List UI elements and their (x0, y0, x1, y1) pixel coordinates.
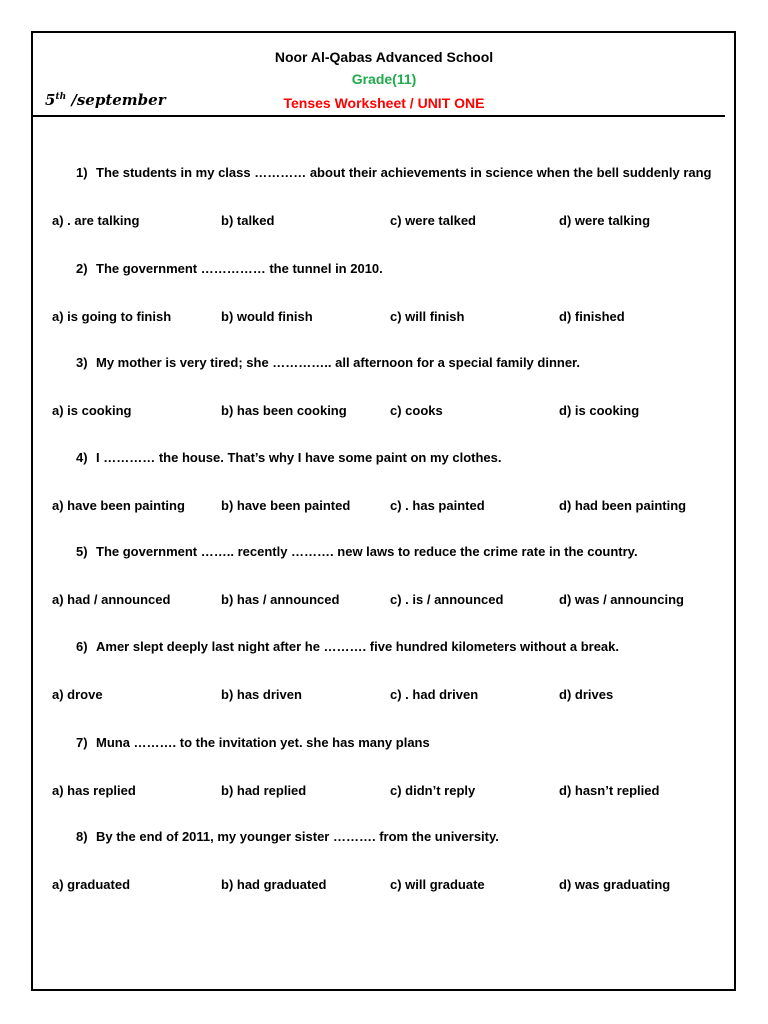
option-b: b) has driven (221, 687, 302, 702)
school-name: Noor Al-Qabas Advanced School (274, 49, 494, 65)
question-text: The government …………… the tunnel in 2010. (96, 261, 383, 276)
question-number: 5) (76, 544, 88, 559)
question-6 (76, 639, 619, 654)
option-c: c) . is / announced (390, 592, 504, 607)
question-5 (76, 544, 638, 559)
question-number: 3) (76, 355, 88, 370)
option-a: a) graduated (52, 877, 131, 892)
option-b: b) had replied (221, 783, 307, 798)
option-c: c) . has painted (390, 498, 485, 513)
date-suffix: th (55, 92, 67, 102)
worksheet-title: Tenses Worksheet / UNIT ONE (283, 95, 485, 111)
option-c: c) will graduate (390, 877, 485, 892)
option-d: d) were talking (559, 213, 651, 228)
option-d: d) was / announcing (559, 592, 684, 607)
option-c: c) didn’t reply (390, 783, 476, 798)
option-d: d) was graduating (559, 877, 671, 892)
option-a: a) have been painting (52, 498, 185, 513)
option-b: b) talked (221, 213, 275, 228)
option-b: b) has / announced (221, 592, 340, 607)
question-text: My mother is very tired; she ………….. all afternoon for a special family dinner. (96, 355, 581, 370)
question-3 (76, 355, 580, 370)
option-a: a) had / announced (52, 592, 171, 607)
question-number: 2) (76, 261, 88, 276)
question-number: 6) (76, 639, 88, 654)
option-a: a) . are talking (52, 213, 140, 228)
option-c: c) . had driven (390, 687, 479, 702)
option-b: b) have been painted (221, 498, 351, 513)
question-number: 7) (76, 735, 88, 750)
question-number: 8) (76, 829, 88, 844)
option-a: a) is cooking (52, 403, 132, 418)
date-month: /september (66, 91, 166, 109)
option-b: b) had graduated (221, 877, 327, 892)
option-b: b) would finish (221, 309, 313, 324)
option-d: d) is cooking (559, 403, 640, 418)
option-d: d) had been painting (559, 498, 687, 513)
question-text: Amer slept deeply last night after he ………. five hundred kilometers without a break. (96, 639, 620, 654)
question-text: Muna ………. to the invitation yet. she has many plans (96, 735, 430, 750)
option-d: d) finished (559, 309, 625, 324)
option-d: d) drives (559, 687, 614, 702)
date-day: 5 (45, 91, 56, 109)
question-text: The students in my class ………… about their achievements in science when the bell suddenly rang (96, 165, 712, 180)
option-d: d) hasn’t replied (559, 783, 660, 798)
question-text: By the end of 2011, my younger sister ………. from the university. (96, 829, 499, 844)
option-c: c) were talked (390, 213, 476, 228)
option-c: c) will finish (390, 309, 465, 324)
question-text: The government …….. recently ………. new laws to reduce the crime rate in the country. (96, 544, 638, 559)
header-divider (33, 115, 725, 117)
question-4 (76, 450, 501, 465)
question-8 (76, 829, 499, 844)
grade-label: Grade(11) (351, 71, 417, 87)
question-7 (76, 735, 430, 750)
option-c: c) cooks (390, 403, 443, 418)
question-number: 4) (76, 450, 88, 465)
question-2 (76, 261, 383, 276)
option-a: a) is going to finish (52, 309, 172, 324)
option-b: b) has been cooking (221, 403, 347, 418)
question-number: 1) (76, 165, 88, 180)
option-a: a) drove (52, 687, 103, 702)
question-1 (76, 165, 712, 180)
question-text: I ………… the house. That’s why I have some paint on my clothes. (96, 450, 502, 465)
option-a: a) has replied (52, 783, 136, 798)
